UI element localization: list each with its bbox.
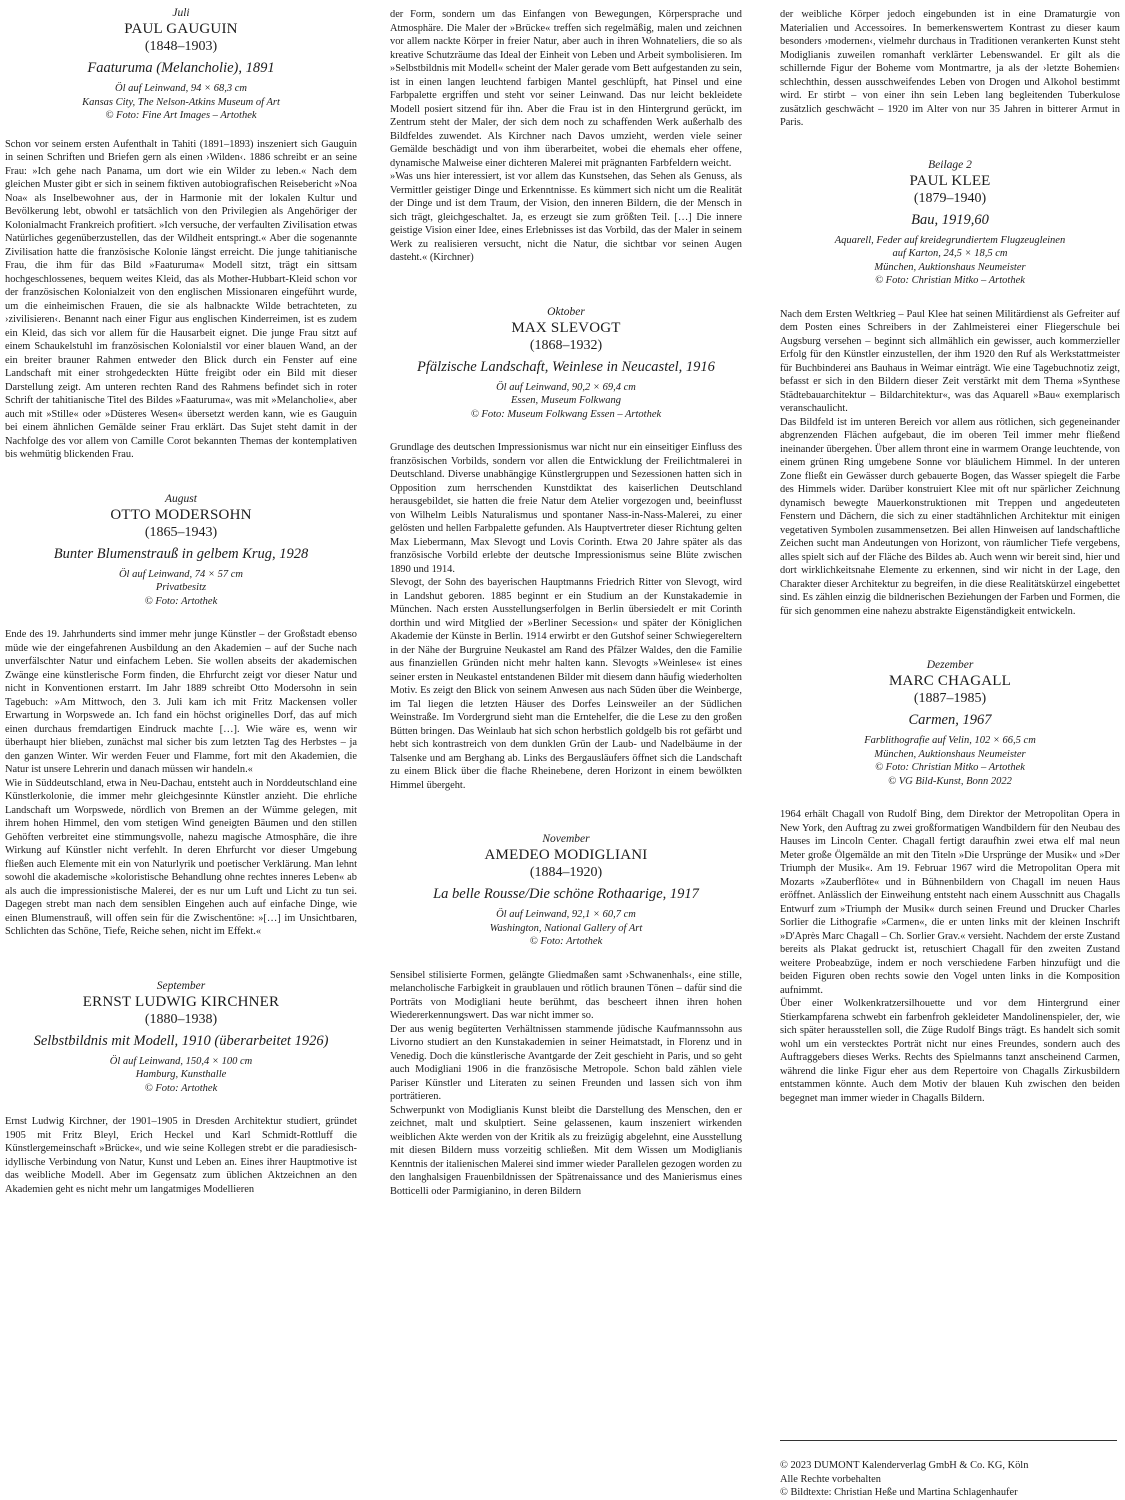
- artwork-details: [780, 234, 1120, 288]
- artist-name: PAUL KLEE: [909, 172, 991, 189]
- paragraph: »Was uns hier interessiert, ist vor allem das Kunstsehen, das Sehen als Genuss, als Vermittler geistiger Dinge und Erkenntnisse. Es kümmert sich nicht um die Realität der Dinge und ist dem Traum, der Vision, den inneren Bildern, die der Mensch in sich trägt, gleichgeschaltet. Ja, es erzeugt sie zum größten Teil. […] Die innere geistige Vision einer Idee, eines Erlebnisses ist das Vorbild, das der Maler in seinem Werk zu realisieren versucht, nicht die Natur, die sichtbar vor seinen Augen dasteht.« (Kirchner): [390, 171, 742, 263]
- photo-credit: © Foto: Fine Art Images – Artothek: [105, 110, 257, 121]
- entry-text-november-continued: [780, 8, 1120, 130]
- entry-text-beilage-2: [780, 308, 1120, 619]
- artwork-title: Pfälzische Landschaft, Weinlese in Neucastel, 1916: [417, 358, 715, 375]
- artwork-title: Bau, 1919,60: [911, 211, 989, 228]
- paragraph: 1964 erhält Chagall von Rudolf Bing, dem Direktor der Metropolitan Opera in New York, den Auftrag zu zwei großformatigen Wandbildern für den Neubau des Hauses im Lincoln Center. Chagall fertigt daraufhin zwei etwa elf mal neun Meter große Ölgemälde an mit den Titeln »Die Ursprünge der Musik« und »Der Triumph der Musik«. Am 19. Februar 1967 wird die Metropolitan Opera mit Mozarts »Zauberflöte« und in Bühnenbildern von Chagall im neuen Haus eröffnet. Anlässlich der Einweihung entsteht nach einem Ausschnitt aus Chagalls Entwurf zum »Triumph der Musik« durch seinen Freund und Drucker Charles Sorlier die Lithografie »Carmen«, die er unten links mit der kleinen Inschrift »D'Après Marc Chagall – Ch. Sorlier Grav.« versieht. Nachdem der erste Zustand bereits als Plakat gedruckt ist, retuschiert Chagall für den zweiten Zustand weitere Probeabzüge, indem er noch verschiedene Farben hinzufügt und die beiden Figuren oben rechts sowie den Vogel unten links in die Komposition aufnimmt.: [780, 809, 1120, 996]
- artwork-title: La belle Rousse/Die schöne Rothaarige, 1917: [433, 886, 699, 902]
- artwork-medium: Öl auf Leinwand, 92,1 × 60,7 cm: [496, 909, 636, 920]
- month-label: Juli: [172, 7, 190, 19]
- month-label: Beilage 2: [928, 158, 972, 171]
- paragraph: Grundlage des deutschen Impressionismus war nicht nur ein einseitiger Einfluss des französischen Vorbilds, sondern vor allen die Entwicklung der Freilichtmalerei in Deutschland. Diverse unabhängige Künstlergruppen und Sezessionen hatten sich in Opposition zum herrschenden Kunstdiktat des kaiserlichen Deutschland herausgebildet, sie hatten die freie Natur dem Atelier vorgezogen und, beeinflusst von Wilhelm Leibls Naturalismus und spontaner Nass-in-Nass-Malerei, zu einer gelösten und hellen Farbpalette gefunden. Als Hauptvertreter dieser Richtung gelten Max Liebermann, Max Slevogt und Lovis Corinth. Etwa 20 Jahre später als das französische Vorbild erlebte der deutsche Impressionismus seine Blüte zwischen 1890 und 1914.: [390, 442, 742, 575]
- paragraph: Sensibel stilisierte Formen, gelängte Gliedmaßen samt ›Schwanenhals‹, eine stille, melancholische Farbigkeit in graublauen und rötlich braunen Tönen – dafür sind die Porträts von Modigliani heute berühmt, das bescheert ihnen ihren hohen Wiedererkennungswert. Das war nicht immer so.: [390, 969, 742, 1021]
- artwork-medium: Öl auf Leinwand, 90,2 × 69,4 cm: [496, 381, 636, 393]
- artist-years: (1880–1938): [144, 1011, 218, 1027]
- photo-credit: © Foto: Museum Folkwang Essen – Artothek: [470, 408, 662, 420]
- paragraph: der Form, sondern um das Einfangen von Bewegungen, Körpersprache und Atmosphäre. Die Maler der »Brücke« treffen sich regelmäßig, malen und zeichnen vor allem nackte Körper in freier Natur, aber auch in ihren Wohnateliers, die so als kreative Schutzräume das Ideal der Einheit von Leben und Arbeit symbolisieren. Im »Selbstbildnis mit Modell« scheint der Maler gerade vom Bett aufgestanden zu sein, ist in einen langen leuchtend farbigen Mantel geschlüpft, hat Pinsel und eine Farbpalette ergriffen und steht vor seiner Leinwand. Das nur leicht bekleidete Modell posiert sitzend für ihn. Aber die Frau ist in den Hintergrund gerückt, im Zentrum steht der Maler, der sich dem noch zu schaffenden Werk außerhalb des Bildfeldes zuwendet. Als Kirchner nach Davos umzieht, werden viele seiner Gemälde beschädigt und von ihm überarbeitet, wobei die ehemals eher offene, dynamische Malweise einer dichteren Malerei mit prägnanten Farbfeldern weicht.: [390, 9, 742, 169]
- text-credit: © Bildtexte: Christian Heße und Martina Schlagenhaufer: [780, 1487, 1018, 1498]
- rights-notice: Alle Rechte vorbehalten: [780, 1473, 881, 1485]
- entry-text-august: [5, 628, 357, 939]
- paragraph: Der aus wenig begüterten Verhältnissen stammende jüdische Kaufmannssohn aus Livorno studiert an den Kunstakademien in seiner Heimatstadt, in Florenz und in Venedig. Doch die künstlerische Avantgarde der Zeit geschieht in Paris, und so geht auch Modigliani 1906 in die französische Metropole. Schon bald zählen viele Pariser Künstler und Literaten zu seinen Freunden und lassen sich von ihm porträtieren.: [390, 1023, 742, 1102]
- artist-years: (1865–1943): [144, 524, 218, 540]
- entry-text-dezember: [780, 808, 1120, 1105]
- artwork-location: Hamburg, Kunsthalle: [135, 1069, 227, 1080]
- artist-years: (1868–1932): [529, 337, 603, 353]
- entry-header-dezember: [780, 658, 1120, 788]
- month-label: September: [156, 979, 206, 992]
- paragraph: Über einer Wolkenkratzersilhouette und vor dem Hintergrund einer Stierkampfarena schwebt ein farbenfroh gekleideter Mandolinenspieler, der, wie sich später herausstellen soll, die Züge Rudolf Bings trägt. Es handelt sich somit wohl um ein verstecktes Porträt nicht nur eines Freundes, sondern auch des Auftraggebers dieses Werks. Rechts des Spielmanns tanzt anscheinend Carmen, während die linke Figur eher aus dem Repertoire von Chagalls Zirkusbildern entstammen könnte. Auch dem Motiv der blauen Kuh zwischen den beiden begegnet man immer wieder in Chagalls Bildern.: [780, 998, 1120, 1104]
- artwork-details: [390, 908, 742, 949]
- artist-years: (1848–1903): [144, 39, 218, 54]
- artwork-details: [5, 82, 357, 123]
- paragraph: Ende des 19. Jahrhunderts sind immer mehr junge Künstler – der Großstadt ebenso müde wie der eingefahrenen Ausbildung an den Akademien – auf der Suche nach unverfälschter Natur und einfachem Leben. Sie wollen abseits der akademischen Zwänge eine künstlerische Form finden, die Ehrfurcht zeigt vor dieser Natur und nicht in Konventionen erstarrt. Im Jahr 1889 schreibt Otto Modersohn in sein Tagebuch: »Am Mittwoch, den 3. Juli kam ich mit Fritz Mackensen voller Erwartung in Worpswede an. Ich fand ein höchst originelles Dorf, das auf mich einen durchaus fremdartigen Eindruck machte […]. Wie wäre es, wenn wir überhaupt hier blieben, zunächst mal sicher bis zum letzten Tag des Herbstes – ja den ganzen Winter. Wir werden Feuer und Flamme, fort mit den Akademien, die Natur ist unsere Lehrerin und danach müssen wir handeln.«: [5, 629, 357, 775]
- entry-header-september: [5, 979, 357, 1096]
- artwork-location: Privatbesitz: [155, 582, 207, 593]
- photo-credit: © Foto: Artothek: [529, 936, 603, 947]
- entry-header-beilage-2: [780, 158, 1120, 288]
- artist-name: OTTO MODERSOHN: [110, 506, 252, 523]
- artwork-details: [390, 381, 742, 422]
- paragraph: der weibliche Körper jedoch eingebunden ist in eine Dramaturgie von Materialien und Accessoires. In bemerkenswertem Kontrast zu dieser kaum besonders ›modernen‹, vielmehr durchaus in Traditionen verankerten Kunst steht Modiglianis zuweilen romanhaft verklärter Lebenswandel. Er gilt als die schillernde Figur der Boheme vom Montmartre, ja als der ›letzte Bohemien‹ schlechthin, dessen ausschweifendes Leben von Drogen und Alkohol bestimmt wird. Er stirbt – von einer ihn sein Leben lang begleitenden Tuberkulose zusätzlich geschwächt – 1920 im Alter von nur 35 Jahren in bitterer Armut in Paris.: [780, 9, 1120, 128]
- artwork-details: [5, 1055, 357, 1096]
- entry-header-november: [390, 832, 742, 949]
- entry-text-november: [390, 969, 742, 1199]
- artist-name: AMEDEO MODIGLIANI: [484, 847, 648, 863]
- publisher-copyright: © 2023 DUMONT Kalenderverlag GmbH & Co. KG, Köln: [780, 1460, 1029, 1471]
- month-label: August: [165, 492, 197, 505]
- artist-years: (1887–1985): [913, 691, 987, 706]
- paragraph: Schwerpunkt von Modiglianis Kunst bleibt die Darstellung des Menschen, den er zeichnet, malt und skulptiert. Seine gelassenen, kaum inszeniert wirkenden weiblichen Akte werden von der Kritik als zu freizügig abgelehnt, eine Ausstellung mit diesen Bildern muss vorzeitig schließen. Mit dem Wissen um Modiglianis Kenntnis der italienischen Malerei sind immer wieder Parallelen gezogen worden zu den langhalsigen Frauenbildnissen der Spätrenaissance und des Manierismus eines Botticelli oder Parmigianino, in deren Bildern: [390, 1104, 742, 1197]
- artwork-location: Washington, National Gallery of Art: [489, 922, 643, 934]
- paragraph: Ernst Ludwig Kirchner, der 1901–1905 in Dresden Architektur studiert, gründet 1905 mit Fritz Bleyl, Erich Heckel und Karl Schmidt-Rottluff die Künstlergemeinschaft »Brücke«, und wie seine Kollegen strebt er die paradiesisch-idyllische Verbindung von Natur, Kunst und Leben an. Eines ihrer Hauptmotive ist das weibliche Modell. Aber im Gegensatz zum üblichen Aktzeichnen an den Akademien geht es nicht mehr um langatmiges Modellieren: [5, 1116, 357, 1195]
- entry-text-september-continued: [390, 8, 742, 265]
- photo-credit: © Foto: Christian Mitko – Artothek: [875, 275, 1025, 286]
- photo-credit: © Foto: Artothek: [144, 1082, 218, 1094]
- footer-divider: [780, 1440, 1117, 1441]
- entry-text-juli: [5, 138, 357, 462]
- month-label: November: [542, 833, 590, 845]
- artist-name: ERNST LUDWIG KIRCHNER: [82, 993, 280, 1010]
- photo-credit: © Foto: Christian Mitko – Artothek: [875, 762, 1025, 773]
- artwork-medium: Öl auf Leinwand, 74 × 57 cm: [118, 568, 244, 580]
- paragraph: Das Bildfeld ist im unteren Bereich vor allem aus rötlichen, sich gegeneinander abgrenzenden Flächen aufgebaut, die im oberen Teil immer mehr fließend ineinander übergehen. Über allem thront eine in warmem Orange leuchtende, von einem grünen Ring umgebene Sonne vor bläulichem Himmel. In der unteren Zone fließt ein Gewässer durch gebauerte Bogen, das Wasser spiegelt die Farbe des Himmels wider. Darüber konstruiert Klee mit oft nur spärlicher Zeichnung dynamisch bewegte Mauerkonstruktionen mit Treppen und angedeuteten Fenstern und Dächern, die sich zu einer stadtähnlichen Architektur mit einigen vegetativen Symbolen zusammensetzen. Bei allen Hinweisen auf landschaftliche Zeichen sucht man Andeutungen von Horizont, von räumlicher Tiefe vergebens, alles spielt sich auf der Fläche des Bildes ab. Auch wenn wir bereit sind, hier und dort wirklichkeitsnahe Elemente zu erkennen, sind wir nicht in der Lage, den Charakter dieser Architektur zu begreifen, in die diese Realitätskürzel eingebettet sind. Es zählen einzig die bildnerischen Beziehungen der Farben und Formen, die für sich genommen eine nahezu abstrakte Eigenständigkeit entwickeln.: [780, 416, 1120, 617]
- artwork-location: Kansas City, The Nelson-Atkins Museum of Art: [82, 96, 280, 108]
- column-right: [780, 0, 1120, 1105]
- artwork-title: Carmen, 1967: [908, 712, 992, 728]
- entry-header-juli: [5, 6, 357, 123]
- artwork-medium: Aquarell, Feder auf kreidegrundiertem Flugzeugleinen: [834, 234, 1066, 246]
- entry-header-august: [5, 492, 357, 609]
- artist-name: MARC CHAGALL: [889, 673, 1011, 689]
- artwork-medium: Farblithografie auf Velin, 102 × 66,5 cm: [864, 735, 1036, 746]
- artwork-location: München, Auktionshaus Neumeister: [874, 748, 1026, 760]
- artist-years: (1884–1920): [529, 865, 603, 880]
- paragraph: Schon vor seinem ersten Aufenthalt in Tahiti (1891–1893) inszeniert sich Gauguin in seinen Schriften und Briefen gern als einen ›Wilden‹. 1886 schreibt er an seine Frau: »Ich gehe nach Panama, um dort wie ein Wilder zu leben.« Nach dem gleichen Muster gibt er sich in seinem fiktiven autobiografischen Reisebericht »Noa Noa« als Inselbewohner aus, der in Harmonie mit der lokalen Kultur und Bevölkerung lebt, obwohl er tatsächlich von den Privilegien als Angehöriger der Kolonialmacht Frankreich profitiert. »Ich versuche, der verfaulten Zivilisation etwas Natürliches gegenüberzustellen, das der Wildheit entspringt.« Aber die sogenannte Zivilisation hatte die französische Kolonie längst erreicht. Die junge tahitianische Frau, die ihm für das Bild »Faaturuma« Modell sitzt, trägt ein sittsam hochgeschlossenes, bequem weites Kleid, das als Mother-Hubbart-Kleid schon vor der französischen Kolonialzeit von den englischen Missionaren eingeführt wurde, um die einheimischen Frauen, die sie als halbnackte Wilde betrachteten, zu ›zivilisieren‹. Benannt nach einer Figur aus englischen Kinderreimen, ist es zudem ein Kleid, das sich vor allem für die Hausarbeit eignet. Die junge Frau sitzt auf einem Schaukelstuhl im französischen Kolonialstil vor einer blauen Wand, an der ein breiter brauner Rahmen entweder den Blick durch ein Fenster auf eine Landschaft mit einer strohgedeckten Hütte freigibt oder ein Bild mit dieser Darstellung zeigt. Am unteren rechten Rand des Rahmens befindet sich in roter Schrift der tahitianische Titel des Bildes »Faaturuma«, was mit »Melancholie«, aber auch mit »Stille« oder »Düsteres Wesen« übersetzt werden kann, wie es Gauguin bei einem ähnlichen Gemälde seiner Frau erklärt. Das Sujet steht damit in der Nachfolge des vor allem von Camille Corot bekannten Themas der kontemplativen bis wehmütig blickenden Frau.: [5, 138, 358, 460]
- copyright-credit: © VG Bild-Kunst, Bonn 2022: [888, 775, 1012, 787]
- entry-text-oktober: [390, 441, 742, 792]
- month-label: Dezember: [926, 659, 974, 671]
- artwork-title: Faaturuma (Melancholie), 1891: [87, 60, 275, 76]
- publisher-footer: [780, 1440, 1120, 1500]
- column-left: [5, 0, 357, 1196]
- artwork-details: [5, 568, 357, 609]
- artwork-medium-continued: auf Karton, 24,5 × 18,5 cm: [892, 248, 1008, 259]
- artwork-title: Selbstbildnis mit Modell, 1910 (überarbeitet 1926): [33, 1032, 329, 1049]
- artwork-medium: Öl auf Leinwand, 150,4 × 100 cm: [109, 1055, 253, 1067]
- artist-years: (1879–1940): [913, 190, 987, 206]
- artwork-details: [780, 734, 1120, 788]
- artist-name: PAUL GAUGUIN: [124, 21, 238, 37]
- artist-name: MAX SLEVOGT: [511, 319, 621, 336]
- artwork-medium: Öl auf Leinwand, 94 × 68,3 cm: [115, 83, 247, 94]
- paragraph: Wie in Süddeutschland, etwa in Neu-Dachau, entsteht auch in Norddeutschland eine Künstlerkolonie, die immer mehr gleichgesinnte Künstler anzieht. Die ehrliche Landschaft um Worpswede, nördlich von Bremen an der Wümme gelegen, mit ihrem hohen Himmel, den vom stetigen Wind geneigten Bäumen und den stillen Gehöften verbreitet eine stimmungsvolle, nahezu magische Atmosphäre, die ihre Wirkung auf Künstler nicht verfehlt. In deren Ehrfurcht vor dieser Umgebung fließen auch Elemente mit ein von Naturlyrik und poetischer Verklärung. Man lehnt sowohl die akademische »koloristische Behandlung ohne rechtes inneres Leben« ab als auch die impressionistische Malerei, der es nur um Luft und Licht zu tun sei. Dagegen strebt man nach dem sensiblen Eingehen auch auf einfache Dinge, wie einen Blumenstrauß, will offen sein für die Zwischentöne: »[…] im Unsichtbaren, Schlichten das Schöne, Tiefe, Reiche sehen, nicht im Effekt.«: [5, 777, 357, 937]
- paragraph: Nach dem Ersten Weltkrieg – Paul Klee hat seinen Militärdienst als Gefreiter auf dem Posten eines Schreibers in der Zahlmeisterei einer Fliegerschule bei Augsburg versehen – beginnt sich allmählich ein gewisser, auch kommerzieller Erfolg für den Künstler einzustellen, der ihm 1920 den Ruf als Werkstattmeister für Buchbinderei ans Bauhaus in Weimar einträgt. Wie eine Tagebuchnotiz zeigt, befasst er sich in den Bildern dieser Zeit verstärkt mit dem Thema »Synthese Städtebauarchitektur – Bildarchitektur«, was das Aquarell »Bau« exemplarisch veranschaulicht.: [780, 308, 1120, 414]
- artwork-location: München, Auktionshaus Neumeister: [874, 261, 1026, 273]
- month-label: Oktober: [547, 305, 585, 318]
- artwork-title: Bunter Blumenstrauß in gelbem Krug, 1928: [53, 545, 309, 562]
- paragraph: Slevogt, der Sohn des bayerischen Hauptmanns Friedrich Ritter von Slevogt, wird in Landshut geboren. 1885 beginnt er ein Studium an der Kunstakademie in München. Nach ersten Ausstellungserfolgen in Berlin übersiedelt er mit Corinth dorthin und wird Mitglied der »Berliner Secession« und später der Königlichen Akademie der Künste in Berlin. 1914 erwirbt er den Gutshof seiner Schwiegereltern in der Nähe der Burgruine Neukastel am Rand des Pfälzer Waldes, den die Familie aus finanziellen Gründen nicht mehr halten kann. Slevogts »Weinlese« ist eines seiner ersten in Neukastel entstandenen Bilder mit diesem dann häufig wiederholten Motiv. Es zeigt den Blick von seinem Anwesen aus nach Süden über die Weinberge, im Tal liegen die letzten Häuser des Dorfes Leinsweiler an der Südlichen Weinstraße. Im Vordergrund sieht man die Erntehelfer, die die Lese zu den großen Bütten bringen. Das Weinlaub hat sich schon herbstlich goldgelb bis rot gefärbt und hebt sich kontrastreich von dem dunklen Grün der Laub- und Nadelbäume in der Talsenke und am Berghang ab. Links des Bergausläufers öffnet sich die Landschaft zu einem Blick über die flache Rheinebene, deren Horizont in einem bewölkten Himmel übergeht.: [390, 577, 742, 791]
- photo-credit: © Foto: Artothek: [144, 595, 218, 607]
- column-middle: [390, 0, 742, 1198]
- entry-header-oktober: [390, 305, 742, 422]
- entry-text-september: [5, 1115, 357, 1196]
- artwork-location: Essen, Museum Folkwang: [511, 395, 621, 406]
